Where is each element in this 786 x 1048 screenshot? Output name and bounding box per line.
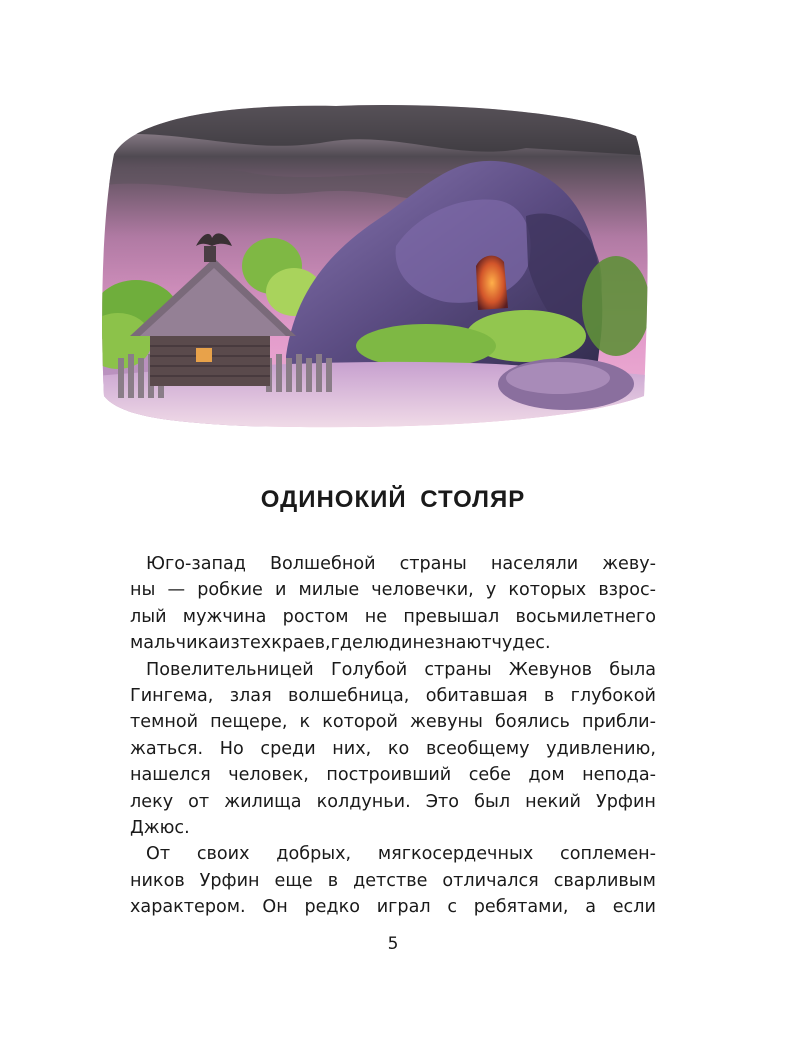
word: где <box>330 633 363 654</box>
word: жаться. <box>130 738 204 759</box>
word: люди <box>362 633 413 654</box>
word: отличался <box>442 870 539 891</box>
word: ребятами, <box>473 897 569 918</box>
word: не <box>412 633 435 654</box>
word: сварливым <box>553 870 656 891</box>
word: лый <box>130 606 167 627</box>
text-line <box>130 789 656 815</box>
word: у <box>485 580 497 601</box>
word: не <box>364 606 388 627</box>
word: Но <box>219 738 244 759</box>
word: колдуньи. <box>316 791 411 812</box>
word: страны <box>399 554 467 574</box>
word: знают <box>434 633 492 654</box>
word: тех <box>239 633 272 654</box>
word: взрос- <box>598 580 656 601</box>
word: характером. <box>130 897 246 918</box>
word: Волшебной <box>269 554 376 574</box>
text-line <box>130 894 656 920</box>
text-line <box>130 630 656 656</box>
word: восьмилетнего <box>515 606 656 627</box>
word: населяли <box>490 554 579 574</box>
paragraph-1 <box>130 551 656 657</box>
body-text <box>130 551 656 920</box>
word: обитавшая <box>425 685 528 706</box>
word: них, <box>332 738 372 759</box>
word: и <box>274 580 287 601</box>
word: жеву- <box>602 554 656 574</box>
chapter-illustration <box>96 96 656 432</box>
word: а <box>585 897 596 918</box>
word: страны <box>424 659 492 680</box>
text-line <box>130 762 656 788</box>
word: Жевунов <box>508 659 593 680</box>
word: мальчика <box>130 633 219 654</box>
word: еще <box>274 870 313 891</box>
text-line <box>130 551 656 577</box>
text-line <box>130 815 656 841</box>
word: чудес. <box>491 633 551 654</box>
word: злая <box>229 685 272 706</box>
word: своих <box>196 844 250 865</box>
word: соплемен- <box>560 844 656 865</box>
word: ростом <box>282 606 349 627</box>
text-line <box>130 683 656 709</box>
word: мужчина <box>182 606 267 627</box>
word: ников <box>130 870 185 891</box>
word: Голубой <box>330 659 408 680</box>
word: редко <box>304 897 360 918</box>
word: От <box>146 844 171 865</box>
text-line <box>130 868 656 894</box>
word: удивлению, <box>546 738 656 759</box>
word: построивший <box>326 765 452 786</box>
word: с <box>447 897 457 918</box>
word: некий <box>525 791 581 812</box>
word: мягкосердечных <box>377 844 534 865</box>
word: превышал <box>403 606 500 627</box>
word: среди <box>260 738 316 759</box>
paragraph-3 <box>130 841 656 920</box>
paragraph-2 <box>130 657 656 842</box>
word: волшебница, <box>287 685 410 706</box>
word: детстве <box>353 870 428 891</box>
word: был <box>474 791 511 812</box>
text-line <box>130 604 656 630</box>
word: человек, <box>228 765 309 786</box>
word: которых <box>508 580 587 601</box>
word: Урфин <box>199 870 260 891</box>
word: которой <box>322 712 398 733</box>
word: жилища <box>224 791 302 812</box>
word: Джюс. <box>130 817 190 838</box>
word: Повелительницей <box>146 659 314 680</box>
word: всеобщему <box>425 738 530 759</box>
word: леку <box>130 791 174 812</box>
word: прибли- <box>581 712 656 733</box>
word: Юго-запад <box>146 554 246 574</box>
word: милые <box>298 580 360 601</box>
word: дом <box>528 765 565 786</box>
word: — <box>167 580 186 601</box>
word: ко <box>387 738 410 759</box>
word: была <box>609 659 656 680</box>
word: человечки, <box>371 580 474 601</box>
word: Это <box>425 791 460 812</box>
word: ны <box>130 580 156 601</box>
word: если <box>612 897 656 918</box>
word: играл <box>376 897 431 918</box>
word: Урфин <box>596 791 656 812</box>
word: жевуны <box>410 712 483 733</box>
text-line <box>130 841 656 867</box>
text-line <box>130 577 656 603</box>
word: глубокой <box>570 685 656 706</box>
word: из <box>218 633 240 654</box>
word: пещере, <box>210 712 288 733</box>
word: в <box>543 685 555 706</box>
word: робкие <box>197 580 263 601</box>
word: добрых, <box>276 844 352 865</box>
word: боялись <box>494 712 570 733</box>
word: непода- <box>582 765 656 786</box>
word: нашелся <box>130 765 211 786</box>
word: темной <box>130 712 199 733</box>
word: от <box>188 791 210 812</box>
text-line <box>130 657 656 683</box>
word: Гингема, <box>130 685 214 706</box>
word: в <box>327 870 339 891</box>
chapter-title: ОДИНОКИЙ СТОЛЯР <box>260 486 526 513</box>
word: краев, <box>271 633 331 654</box>
word: к <box>299 712 311 733</box>
word: Он <box>262 897 288 918</box>
text-line <box>130 736 656 762</box>
text-line <box>130 709 656 735</box>
word: себе <box>468 765 511 786</box>
page-number: 5 <box>387 934 399 954</box>
